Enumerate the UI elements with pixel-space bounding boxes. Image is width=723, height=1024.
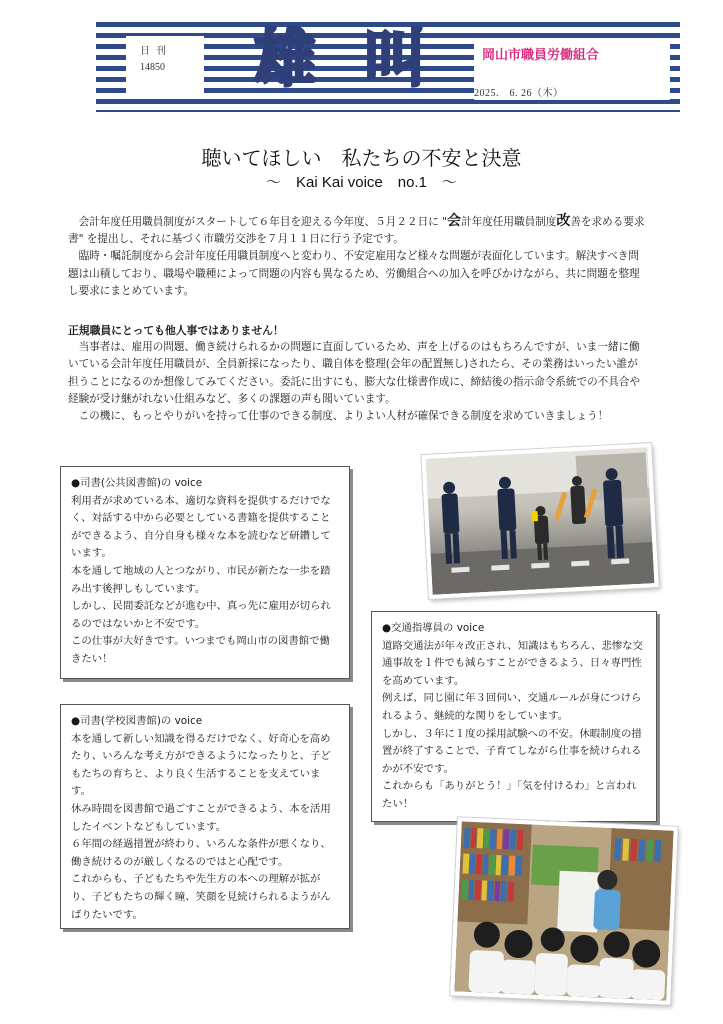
voice-line: 利用者が求めている本、適切な資料を提供するだけでなく、対話する中から必要としている書籍を提供することができるよう、自分自身も様々な本を読むなど研鑽しています。 [71, 494, 331, 560]
newsletter-title [246, 24, 476, 110]
voice-line: 本を通して新しい知識を得るだけでなく、好奇心を高めたり、いろんな考え方ができるようになったりと、子どもたちの育ちと、より良く生活することを支えています。 [71, 732, 331, 798]
voice-title: ●司書(学校図書館)の voice [71, 715, 203, 727]
intro-text-a: 会計年度任用職員制度がスタートして６年目を迎える今年度、５月２２日に " [78, 216, 448, 228]
title-char-1: 雄 [254, 22, 317, 95]
union-name: 岡山市職員労働組合 [482, 48, 600, 63]
voice-line: しかし、民間委託などが進む中、真っ先に雇用が切られるのではないかと不安です。 [71, 600, 331, 630]
photo-traffic-illustration [426, 447, 655, 594]
voice-title: ●交通指導員の voice [382, 622, 485, 634]
voice-line: 休み時間を図書館で過ごすことができるよう、本を活用したイベントなどもしています。 [71, 802, 331, 833]
voice-box-traffic-guide [371, 611, 657, 822]
voice-line: 本を通して地域の人とつながり、市民が新たな一歩を踏み出す後押しもしています。 [71, 564, 331, 595]
page-subtitle: ～ Kai Kai voice no.1 ～ [266, 174, 457, 191]
section-heading: 正規職員にとっても他人事ではありません！ [68, 324, 284, 337]
photo-school-library [450, 817, 678, 1004]
intro-text-c: 計年度任用職員制度 [461, 216, 557, 228]
issue-date: 2025. 6. 26（木） [474, 88, 564, 99]
intro-emphasis-1: 会 [447, 213, 462, 229]
intro-paragraph-1 [68, 213, 648, 248]
voice-line: 道路交通法が年々改正され、知識はもちろん、悲惨な交通事故を１件でも減らすことができるよう、日々専門性を高めています。 [382, 639, 644, 687]
issue-number: 14850 [140, 62, 165, 73]
voice-line: ６年間の経過措置が終わり、いろんな条件が悪くなり、働き続けるのが厳しくなるのではと心配です。 [71, 838, 331, 868]
intro-text-e: 善を求める要求書" を提出し、それに基づく市職労交渉を７月１１日に行う予定です。 [68, 216, 645, 246]
voice-box-school-library [60, 704, 350, 929]
photo-traffic-crossing [421, 443, 658, 599]
voice-line: これからも、子どもたちや先生方の本への理解が拡がり、子どもたちの輝く瞳、笑顔を見続けられるようがんばりたいです。 [71, 873, 331, 921]
voice-title: ●司書(公共図書館)の voice [71, 477, 203, 489]
masthead [96, 22, 680, 112]
intro-paragraph-2: 臨時・嘱託制度から会計年度任用職員制度へと変わり、不安定雇用など様々な問題が表面化しています。解決すべき問題は山積しており、職場や職種によって問題の内容も異なるため、労働組合への加入を呼びかけながら、共に問題を整理し要求にまとめています。 [68, 250, 640, 297]
voice-line: しかし、３年に１度の採用試験への不安。休暇制度の措置が終了することで、子育てしながら仕事を続けられるかが不安です。 [382, 727, 642, 775]
voice-line: これからも「ありがとう！」「気を付けるわ」と言われたい！ [382, 780, 637, 810]
photo-library-illustration [454, 821, 673, 1000]
title-char-2: 叫 [364, 22, 427, 95]
voice-line: この仕事が大好きです。いつまでも岡山市の図書館で働きたい！ [71, 635, 330, 665]
section-paragraph-2: この機に、もっとやりがいを持って仕事のできる制度、よりよい人材が確保できる制度を求めていきましょう！ [78, 410, 609, 423]
section-regular-staff [68, 322, 648, 425]
voice-line: 例えば、同じ園に年３回伺い、交通ルールが身につけられるよう、継続的な関りをしています。 [382, 692, 642, 722]
edition-label: 日刊 [140, 46, 172, 57]
section-paragraph-1: 当事者は、雇用の問題、働き続けられるかの問題に直面しているため、声を上げるのはもちろんですが、いま一緒に働いている会計年度任用職員が、全員新採になったり、職自体を整理(会年の配置無し)されたら、その業務はいったい誰が担うことになるのか想像してみてください。委託に出すにも、膨大な仕様書作成に、締結後の指示命令系統での不具合や経験が受け継がれない仕組みなど、多くの課題の声も聞いています。 [68, 341, 641, 405]
voice-box-public-library [60, 466, 350, 679]
page-title: 聴いてほしい 私たちの不安と決意 [201, 146, 522, 170]
intro-text [68, 213, 648, 300]
intro-emphasis-2: 改 [556, 213, 571, 229]
